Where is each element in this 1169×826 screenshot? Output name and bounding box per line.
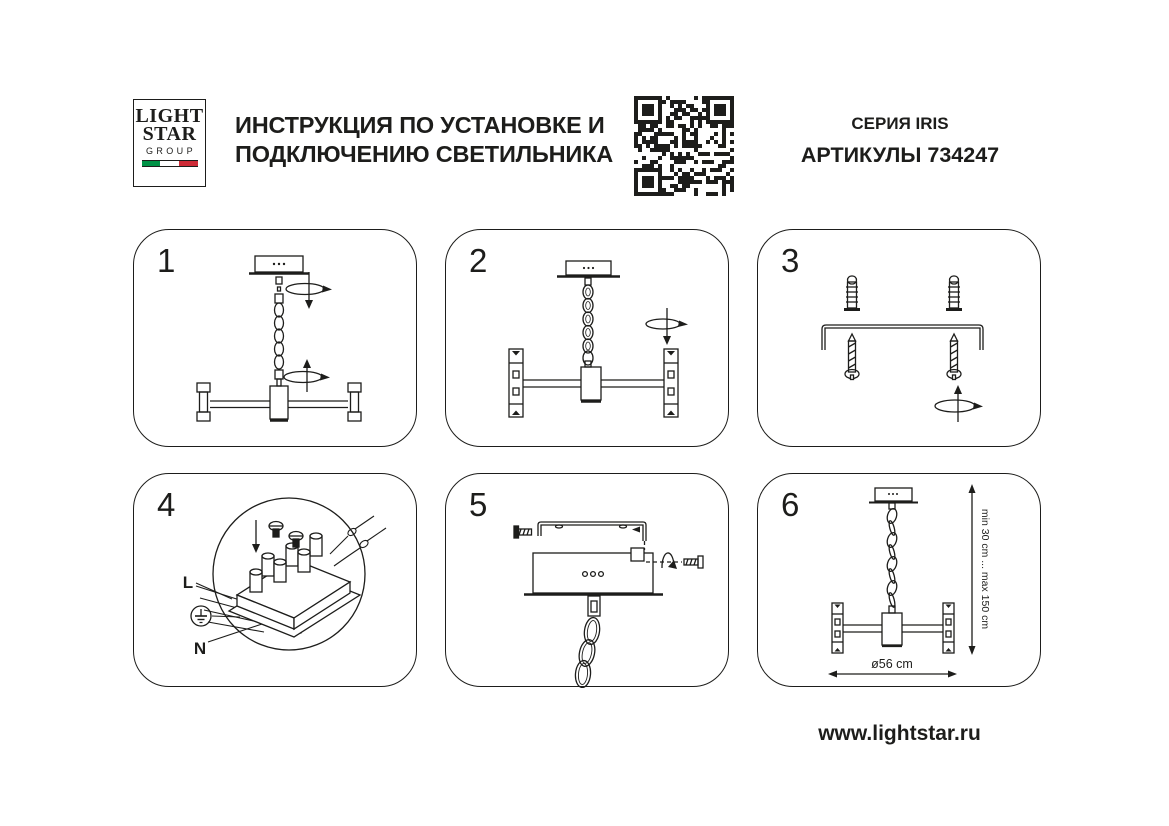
italian-flag-icon (142, 160, 198, 167)
step2-drawing (446, 230, 730, 448)
chain (583, 278, 593, 367)
step-number: 1 (157, 242, 176, 279)
rotate-icon (286, 272, 332, 309)
step5-drawing (446, 474, 730, 688)
ceiling-canopy (869, 488, 918, 503)
step-panel-3 (757, 229, 1041, 447)
lamp-frame (843, 613, 943, 646)
step-panel-6 (757, 473, 1041, 687)
logo-star: STAR (142, 123, 197, 145)
ceiling-canopy (524, 548, 663, 595)
height-dimension (969, 484, 976, 655)
screw (947, 334, 961, 380)
arrow-icon (252, 520, 260, 553)
website-link: www.lightstar.ru (818, 722, 981, 745)
diameter-label: ø56 cm (871, 657, 913, 671)
lamp-tube-holder (832, 603, 843, 653)
rotate-icon (646, 308, 688, 345)
step-number: 4 (157, 486, 176, 523)
lightstar-logo (133, 99, 206, 187)
series-label: СЕРИЯ IRIS (851, 114, 949, 133)
step-number: 3 (781, 242, 800, 279)
lamp-frame (197, 383, 361, 421)
lamp-tube-holder (943, 603, 954, 653)
screw (845, 334, 859, 380)
ground-icon (191, 606, 211, 626)
step3-drawing (758, 230, 1042, 448)
qr-code (634, 96, 734, 196)
title-line-2: ПОДКЛЮЧЕНИЮ СВЕТИЛЬНИКА (235, 140, 613, 167)
page-title (235, 111, 625, 168)
wall-plug (946, 276, 962, 310)
diameter-dimension (828, 671, 957, 678)
lamp-tube-holder (509, 349, 523, 417)
step-panel-2 (445, 229, 729, 447)
series-block (770, 114, 1030, 168)
articles-label: АРТИКУЛЫ 734247 (800, 143, 1000, 167)
wall-plug (844, 276, 860, 310)
step1-drawing (134, 230, 418, 448)
step-panel-5 (445, 473, 729, 687)
title-line-1: ИНСТРУКЦИЯ ПО УСТАНОВКЕ И (235, 112, 605, 138)
mounting-bracket (822, 325, 983, 350)
logo-group: GROUP (145, 146, 196, 156)
small-screw (514, 526, 532, 538)
step-number: 5 (469, 486, 488, 523)
lamp-frame (523, 367, 664, 402)
neutral-label: N (193, 639, 207, 658)
step-panel-1 (133, 229, 417, 447)
rotate-icon (935, 385, 983, 422)
chain (574, 596, 601, 688)
terminal-block (229, 559, 360, 637)
step-number: 6 (781, 486, 800, 523)
terminal-screws (269, 522, 303, 548)
height-range-label: min 30 cm ... max 150 cm (979, 508, 991, 630)
rotate-icon (662, 553, 677, 569)
step-panel-4 (133, 473, 417, 687)
rotate-icon (284, 359, 330, 392)
logo-light: LIGHT (135, 105, 204, 127)
step6-drawing (758, 474, 1042, 688)
chain (886, 503, 899, 613)
small-screw (684, 556, 703, 568)
lamp-tube-holder (664, 349, 678, 417)
step4-drawing (134, 474, 418, 688)
mounting-bracket (538, 522, 646, 541)
chain (275, 277, 284, 386)
step-number: 2 (469, 242, 488, 279)
line-label: L (182, 573, 194, 592)
ceiling-canopy (249, 256, 309, 274)
ceiling-canopy (557, 261, 620, 277)
